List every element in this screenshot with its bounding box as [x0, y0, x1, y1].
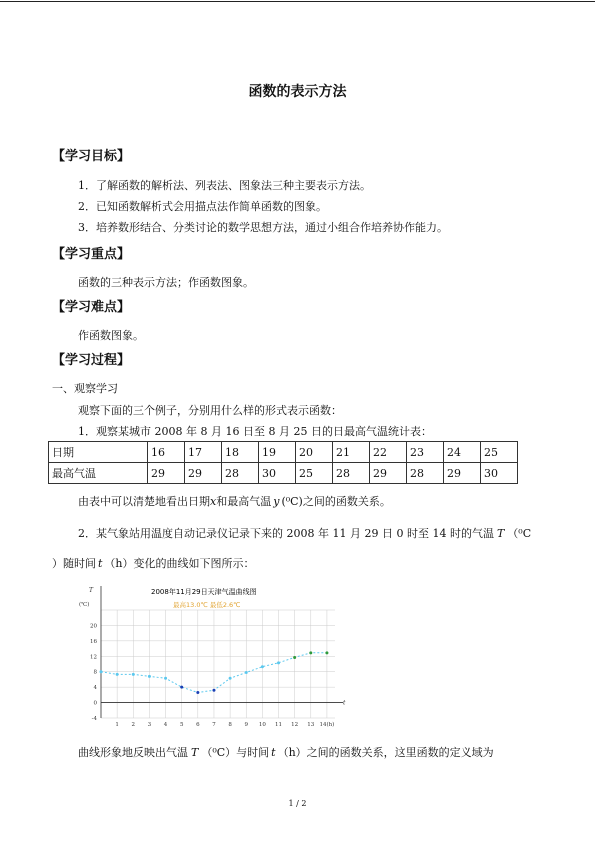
difficulty-text: 作函数图象。 [78, 329, 144, 342]
table-cell: 17 [185, 442, 222, 463]
table-note-text: 由表中可以清楚地看出日期 [78, 495, 210, 508]
y-tick-label: 4 [93, 685, 97, 692]
x-tick-label: 1 [115, 722, 119, 728]
table-cell: 23 [407, 442, 444, 463]
data-point [293, 656, 296, 659]
x-tick-label: 13 [307, 722, 315, 728]
var-t: t [98, 557, 103, 570]
table-cell: 25 [296, 463, 333, 484]
top-rule [0, 1, 595, 2]
chart-grid [101, 610, 335, 718]
table-cell: 29 [444, 463, 481, 484]
example2-text: ）随时间 [52, 557, 96, 570]
y-tick-label: 20 [90, 623, 97, 630]
data-point [245, 671, 248, 674]
goal-item-3: 3．培养数形结合、分类讨论的数学思想方法，通过小组合作培养协作能力。 [78, 221, 448, 234]
key-heading: 【学习重点】 [52, 247, 131, 262]
table-cell: 22 [370, 442, 407, 463]
example2-text: 2．某气象站用温度自动记录仪记录下来的 2008 年 11 月 29 日 0 时至 14 时的气温 [78, 527, 494, 540]
data-point [116, 673, 119, 676]
table-cell: 30 [259, 463, 296, 484]
table-row [49, 463, 518, 484]
data-point [309, 651, 312, 654]
x-tick-label: 9 [244, 722, 248, 728]
table-row [49, 442, 518, 463]
chart-subtitle: 最高13.0℃ 最低2.6℃ [173, 601, 241, 609]
data-point [196, 691, 199, 694]
x-tick-label: 2 [131, 722, 136, 728]
x-tick-label: 5 [179, 722, 184, 728]
table-cell: 20 [296, 442, 333, 463]
page-title: 函数的表示方法 [248, 84, 347, 100]
table-cell: 28 [407, 463, 444, 484]
example2-line2 [52, 555, 255, 571]
curve-note [78, 744, 494, 760]
table-cell: 16 [148, 442, 185, 463]
var-x: x [210, 495, 217, 508]
y-tick-label: 0 [93, 700, 97, 707]
goal-item-1: 1．了解函数的解析法、列表法、图象法三种主要表示方法。 [78, 179, 371, 192]
goal-item-2: 2．已知函数解析式会用描点法作简单函数的图象。 [78, 200, 327, 213]
table-cell: 28 [222, 463, 259, 484]
example1-text: 1．观察某城市 2008 年 8 月 16 日至 8 月 25 日的日最高气温统计表： [78, 425, 432, 438]
var-t: t [271, 746, 276, 759]
table-cell: 18 [222, 442, 259, 463]
x-tick-label: 12 [291, 722, 299, 728]
x-tick-label: 8 [228, 722, 232, 728]
page-number: 1 / 2 [288, 799, 307, 808]
x-tick-label: 11 [275, 722, 283, 728]
x-tick-label: 6 [196, 722, 200, 728]
x-tick-label: 4 [163, 722, 168, 728]
data-point [261, 665, 264, 668]
table-cell: 29 [148, 463, 185, 484]
table-cell: 29 [185, 463, 222, 484]
x-tick-label: 3 [147, 722, 152, 728]
y-tick-label: 16 [90, 638, 97, 645]
table-cell: 25 [481, 442, 518, 463]
curve-note-text: （⁰C）与时间 [201, 746, 270, 759]
data-point [212, 689, 215, 692]
table-cell: 30 [481, 463, 518, 484]
difficulty-heading: 【学习难点】 [52, 300, 131, 315]
data-point [180, 686, 183, 689]
table-row-label: 日期 [49, 442, 148, 463]
example2-line1 [78, 525, 531, 541]
process-heading: 【学习过程】 [52, 353, 131, 368]
data-point [148, 675, 151, 678]
table-note-text: 和最高气温 [216, 495, 272, 508]
y-tick-label: 8 [93, 669, 97, 676]
unit-text: （⁰C [507, 527, 532, 540]
data-point [229, 677, 232, 680]
table-row-label: 最高气温 [49, 463, 148, 484]
curve-note-text: 曲线形象地反映出气温 [78, 746, 188, 759]
table-note-text: (⁰C)之间的函数关系。 [281, 495, 391, 508]
var-T: T [191, 746, 199, 759]
table-cell: 19 [259, 442, 296, 463]
key-text: 函数的三种表示方法；作函数图象。 [78, 276, 254, 289]
temperature-table [48, 441, 518, 484]
intro-text: 观察下面的三个例子，分别用什么样的形式表示函数： [78, 404, 342, 417]
table-cell: 24 [444, 442, 481, 463]
data-point [132, 673, 135, 676]
var-y: y [273, 495, 280, 508]
curve-note-text: （h）之间的函数关系，这里函数的定义域为 [277, 746, 494, 759]
unit-label: (℃) [79, 602, 90, 608]
data-point [277, 661, 280, 664]
data-point [164, 677, 167, 680]
temperature-curve-chart [73, 580, 348, 730]
goals-heading: 【学习目标】 [52, 149, 131, 164]
chart-title: 2008年11月29日天津气温曲线图 [151, 588, 257, 596]
x-tick-label: 7 [212, 722, 216, 728]
data-point [325, 651, 328, 654]
table-cell: 21 [333, 442, 370, 463]
table-cell: 28 [333, 463, 370, 484]
y-tick-label: 12 [90, 654, 97, 661]
y-axis-label: T [89, 587, 94, 594]
table-note [78, 493, 391, 509]
x-tick-label: 14(h) [319, 722, 335, 728]
y-tick-label: -4 [91, 716, 97, 722]
x-tick-label: 10 [258, 722, 266, 728]
x-axis-label: t [343, 699, 346, 707]
example2-text: （h）变化的曲线如下图所示： [104, 557, 255, 570]
table-cell: 29 [370, 463, 407, 484]
part1-label: 一、观察学习 [52, 382, 118, 395]
data-point [100, 670, 103, 673]
var-T: T [496, 527, 505, 540]
